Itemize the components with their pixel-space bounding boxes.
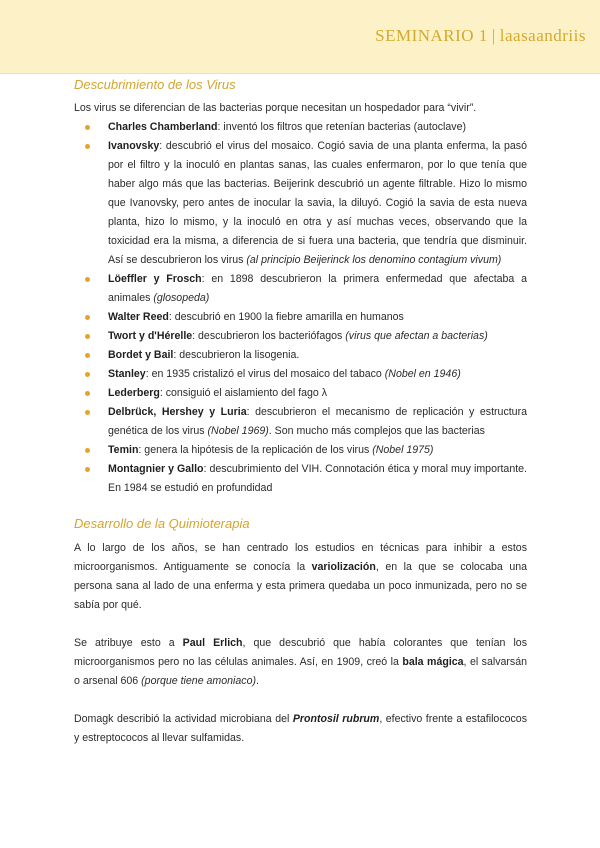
list-item: Stanley: en 1935 cristalizó el virus del mosaico del tabaco (Nobel en 1946) [108,365,527,384]
list-item: Ivanovsky: descubrió el virus del mosaico. Cogió savia de una planta enferma, la pasó por el filtro y la inoculó en plantas sanas, las cuales enfermaron, por lo que tenía que haber algo más que las bacterias. Beijerink descubrió un agente filtrable. Hizo lo mismo que Ivanovsky, pero antes de inocular la savia, la diluyó. Cogió la savia de esta nueva planta, hizo lo mismo, y la inoculó en otra y así muchas veces, observando que la toxicidad era la misma, a diferencia de si fuera una bacteria, que tendría que disminuir. Así se descubrieron los virus (al principio Beijerinck los denomino contagium vivum) [108,137,527,270]
header-separator: | [491,26,496,45]
header-title [375,26,586,46]
list-item: Montagnier y Gallo: descubrimiento del VIH. Connotación ética y moral muy importante. En 1984 se estudió en profundidad [108,460,527,498]
chemotherapy-paragraph-1: A lo largo de los años, se han centrado los estudios en técnicas para inhibir a estos microorganismos. Antiguamente se conocía la variolización, en la que se colocaba una persona sana al lado de una enferma y esta primera quedaba un poco inmunizada, pero no se sabía por qué. [74,542,528,611]
document-body [74,73,527,748]
virus-intro: Los virus se diferencian de las bacterias porque necesitan un hospedador para “vivir”. [74,102,477,114]
header-author: laasaandriis [499,26,586,45]
list-item: Löeffler y Frosch: en 1898 descubrieron la primera enfermedad que afectaba a animales (glosopeda) [108,270,527,308]
chemotherapy-paragraph-2: Se atribuye esto a Paul Erlich, que descubrió que había colorantes que tenían los microorganismos pero no las células animales. Así, en 1909, creó la bala mágica, el salvarsán o arsenal 606 (porque tiene amoniaco). [74,637,527,687]
section-title-virus: Descubrimiento de los Virus [74,77,236,92]
chemotherapy-paragraph-3: Domagk describió la actividad microbiana del Prontosil rubrum, efectivo frente a estafilococos y estreptococos al llevar sulfamidas. [74,713,527,744]
discoverers-list [74,118,527,498]
list-item: Temin: genera la hipótesis de la replicación de los virus (Nobel 1975) [108,441,527,460]
header-section: SEMINARIO 1 [375,26,488,45]
list-item: Lederberg: consiguió el aislamiento del fago λ [108,384,527,403]
list-item: Bordet y Bail: descubrieron la lisogenia. [108,346,527,365]
list-item: Walter Reed: descubrió en 1900 la fiebre amarilla en humanos [108,308,527,327]
page-header [0,0,600,74]
list-item: Charles Chamberland: inventó los filtros que retenían bacterias (autoclave) [108,118,527,137]
list-item: Twort y d'Hérelle: descubrieron los bacteriófagos (virus que afectan a bacterias) [108,327,527,346]
list-item: Delbrück, Hershey y Luria: descubrieron el mecanismo de replicación y estructura genética de los virus (Nobel 1969). Son mucho más complejos que las bacterias [108,403,527,441]
section-title-chemotherapy: Desarrollo de la Quimioterapia [74,516,250,531]
